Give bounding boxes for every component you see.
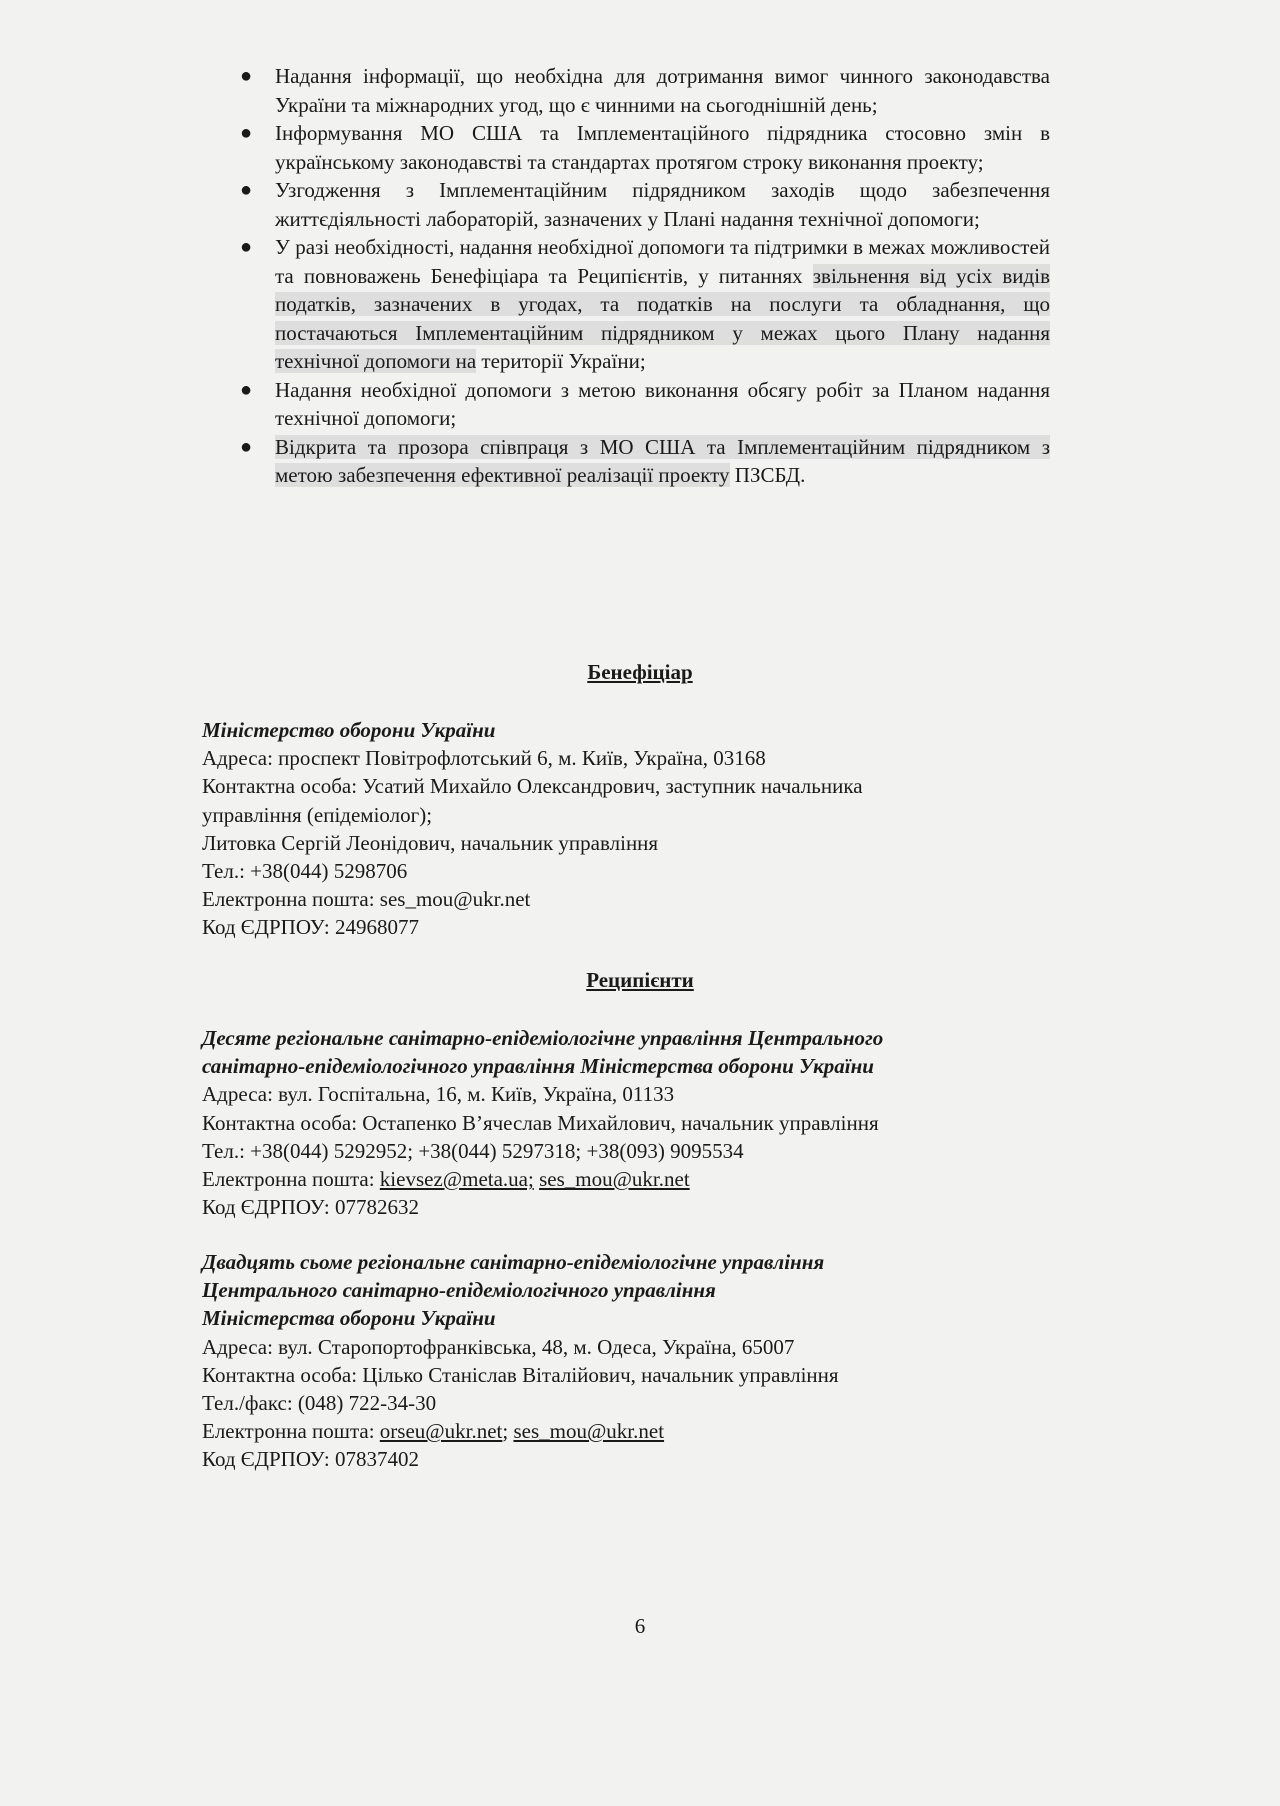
email-label: Електронна пошта: (202, 887, 380, 912)
recipient-contact: Контактна особа: Остапенко В’ячеслав Михайлович, начальник управління (202, 1110, 879, 1135)
beneficiary-block (202, 716, 1062, 942)
email-link[interactable]: orseu@ukr.net (379, 1419, 503, 1444)
recipient-code: Код ЄДРПОУ: 07837402 (202, 1447, 419, 1472)
recipient-contact: Контактна особа: Цілько Станіслав Віталійович, начальник управління (202, 1362, 839, 1387)
beneficiary-contact-2: Литовка Сергій Леонідович, начальник управління (202, 830, 659, 855)
bullet-icon: ● (240, 435, 253, 458)
email-label: Електронна пошта: (202, 1167, 380, 1192)
recipient-code: Код ЄДРПОУ: 07782632 (202, 1195, 419, 1220)
email-separator: ; (502, 1419, 514, 1444)
beneficiary-email (202, 885, 1062, 913)
bullet-icon: ● (240, 179, 253, 201)
bullet-icon: ● (240, 378, 253, 401)
recipient-block (202, 1248, 1062, 1474)
list-item-text: Надання інформації, що необхідна для дотримання вимог чинного законодавства України та міжнародних угод, що є чинними на сьогоднішній день; (275, 64, 1050, 117)
email-link[interactable]: ses_mou@ukr.net (379, 887, 531, 912)
bullet-icon: ● (240, 65, 253, 87)
list-item (230, 119, 1050, 176)
email-link[interactable]: kievsez@meta.ua; (379, 1167, 534, 1192)
recipient-block (202, 1024, 1062, 1221)
bullet-icon: ● (240, 122, 253, 144)
recipients-heading: Реципієнти (586, 968, 694, 992)
email-label: Електронна пошта: (202, 1419, 380, 1444)
list-item-text: Надання необхідної допомоги з метою виконання обсягу робіт за Планом надання технічної допомоги; (275, 377, 1050, 430)
recipient-org: санітарно-епідеміологічного управління Міністерства оборони України (202, 1054, 874, 1079)
highlighted-text: Відкрита та прозора співпраця з МО США та Імплементаційним підрядником з метою забезпечення ефективної реалізації проекту (275, 434, 1050, 487)
bullet-icon: ● (240, 236, 253, 258)
beneficiary-address: Адреса: проспект Повітрофлотський 6, м. Київ, Україна, 03168 (202, 746, 766, 771)
page-number: 6 (634, 1614, 646, 1638)
beneficiary-phone: Тел.: +38(044) 5298706 (202, 859, 408, 884)
list-item-text: ПЗСБД. (729, 463, 806, 487)
list-item (230, 176, 1050, 233)
beneficiary-code: Код ЄДРПОУ: 24968077 (202, 915, 419, 940)
list-item-text: У разі необхідності, надання необхідної допомоги та підтримки в межах можливостей та повноважень Бенефіціара та Реципієнтів, у питаннях (275, 235, 1050, 288)
obligations-list (230, 62, 1050, 490)
recipient-org: Центрального санітарно-епідеміологічного управління (202, 1278, 716, 1303)
highlighted-text: звільнення від усіх видів податків, зазначених в угодах, та податків на послуги та обладнання, що постачаються Імплементаційним підрядником у межах цього Плану надання технічної допомоги на (275, 263, 1050, 373)
recipient-org: Десяте регіональне санітарно-епідеміологічне управління Центрального (202, 1026, 884, 1050)
list-item-text: території України; (476, 349, 646, 373)
recipient-phone: Тел.: +38(044) 5292952; +38(044) 5297318; +38(093) 9095534 (202, 1138, 744, 1163)
email-link[interactable]: ses_mou@ukr.net (539, 1167, 690, 1192)
beneficiary-contact: управління (епідеміолог); (202, 802, 433, 827)
recipient-org: Двадцять сьоме регіональне санітарно-епідеміологічне управління (202, 1250, 825, 1274)
recipient-org: Міністерства оборони України (202, 1306, 496, 1331)
recipient-address: Адреса: вул. Госпітальна, 16, м. Київ, Україна, 01133 (202, 1082, 675, 1107)
list-item (230, 376, 1050, 433)
beneficiary-org: Міністерство оборони України (202, 718, 496, 742)
list-item-text: Узгодження з Імплементаційним підрядником заходів щодо забезпечення життєдіяльності лабораторій, зазначених у Плані надання технічної допомоги; (275, 178, 1050, 231)
beneficiary-heading: Бенефіціар (587, 660, 693, 684)
beneficiary-contact: Контактна особа: Усатий Михайло Олександрович, заступник начальника (202, 774, 863, 799)
email-link[interactable]: ses_mou@ukr.net (513, 1419, 665, 1444)
recipient-phone: Тел./факс: (048) 722-34-30 (202, 1391, 437, 1416)
recipient-email (202, 1165, 1062, 1193)
list-item (230, 233, 1050, 376)
recipient-address: Адреса: вул. Старопортофранківська, 48, м. Одеса, Україна, 65007 (202, 1334, 795, 1359)
list-item-text: Інформування МО США та Імплементаційного підрядника стосовно змін в українському законодавстві та стандартах протягом строку виконання проекту; (275, 121, 1050, 174)
list-item (230, 62, 1050, 119)
recipient-email (202, 1417, 1062, 1445)
list-item (230, 433, 1050, 490)
